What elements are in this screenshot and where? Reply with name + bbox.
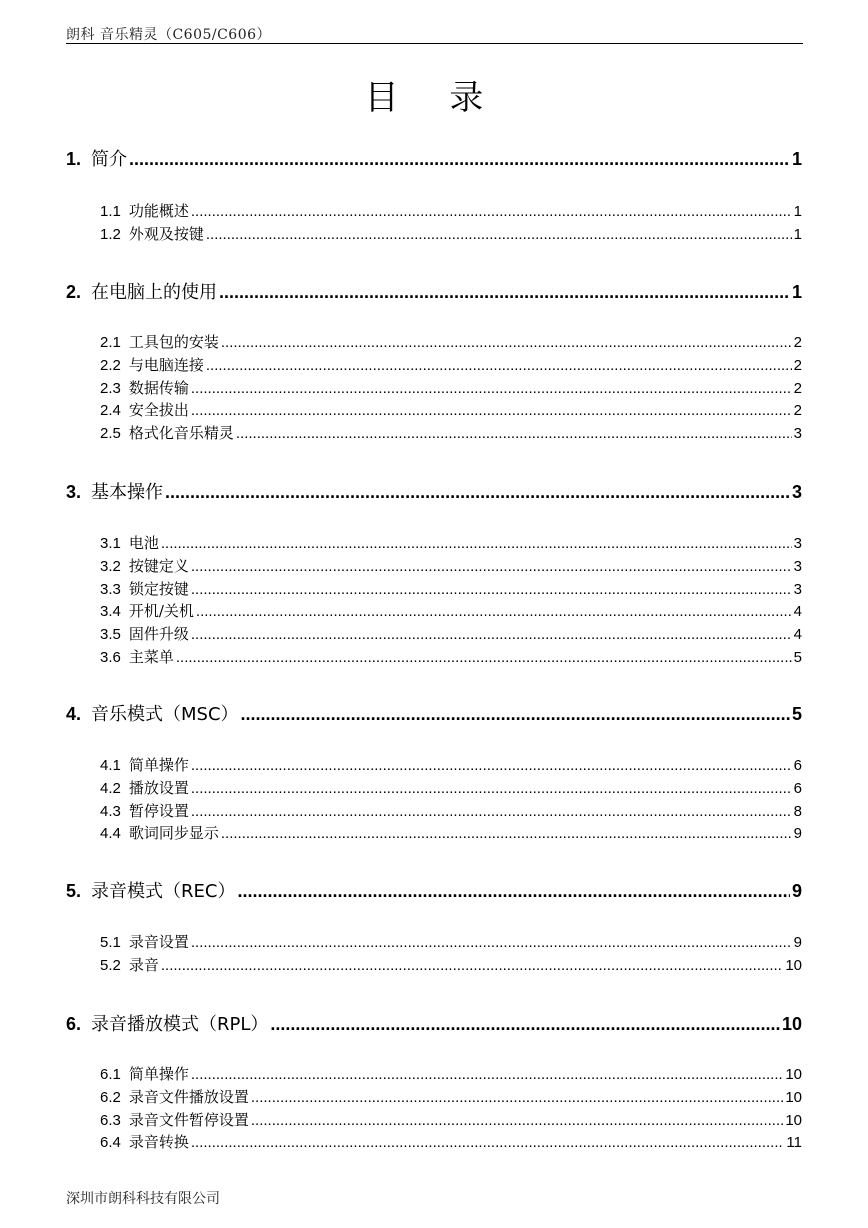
page-title: 目 录 [364,78,504,118]
toc-entry-number: 1.2 [100,225,121,243]
toc-entry-page-number: 10 [781,1014,802,1034]
toc-dot-leader [129,149,790,170]
toc-entry-page-number: 3 [793,580,802,598]
toc-entry-number: 2.1 [100,334,121,351]
header-rule [66,43,803,44]
toc-entry-number: 1. [66,149,82,169]
toc-section-entry[interactable] [66,278,802,302]
toc-subsection-entry[interactable] [66,954,802,974]
toc-dot-leader [191,780,792,797]
toc-subsection-entry[interactable] [66,1063,802,1083]
toc-subsection-entry[interactable] [66,399,802,419]
toc-subsection-entry[interactable] [66,578,802,598]
toc-dot-leader [236,425,792,442]
toc-entry-page-number: 10 [785,1066,802,1083]
toc-entry-title: 录音 [128,955,159,974]
toc-entry-title: 录音模式（REC） [91,881,236,902]
toc-dot-leader [191,803,792,820]
toc-subsection-entry[interactable] [66,800,802,820]
toc-entry-title: 基本操作 [91,482,164,503]
toc-entry-title: 歌词同步显示 [128,824,219,843]
toc-entry-title: 外观及按键 [128,224,204,243]
toc-entry-page-number: 3 [793,425,802,443]
toc-entry-number: 2.3 [100,379,121,397]
toc-section-entry[interactable] [66,877,802,901]
toc-entry-number: 2.5 [100,425,121,443]
toc-dot-leader [196,603,792,620]
toc-dot-leader [191,581,792,598]
toc-entry-title: 电池 [128,534,159,552]
toc-entry-title: 简单操作 [128,1065,189,1083]
toc-entry-title: 录音文件暂停设置 [128,1110,249,1129]
running-footer: 深圳市朗科科技有限公司 [66,1191,220,1207]
toc-subsection-entry[interactable] [66,777,802,797]
toc-entry-page-number: 10 [785,1111,802,1129]
toc-entry-title: 按键定义 [128,556,189,575]
toc-entry-title: 录音设置 [128,933,189,951]
toc-entry-page-number: 6 [793,757,802,774]
toc-entry-page-number: 11 [786,1134,802,1152]
toc-entry-title: 安全拔出 [128,401,189,420]
toc-entry-number: 3. [66,482,82,502]
toc-entry-page-number: 10 [785,1088,802,1106]
toc-subsection-entry[interactable] [66,646,802,666]
toc-subsection-entry[interactable] [66,1109,802,1129]
toc-subsection-entry[interactable] [66,555,802,575]
toc-dot-leader [270,1014,780,1035]
toc-subsection-entry[interactable] [66,1131,802,1151]
toc-entry-number: 4.1 [100,757,121,774]
toc-entry-title: 功能概述 [128,202,189,220]
toc-entry-page-number: 4 [793,626,802,644]
toc-entry-title: 简介 [91,149,128,170]
toc-entry-number: 5.2 [100,956,121,974]
toc-section-entry[interactable] [66,145,802,169]
toc-section-entry[interactable] [66,1010,802,1034]
toc-subsection-entry[interactable] [66,354,802,374]
toc-entry-number: 2.4 [100,402,121,420]
toc-dot-leader [191,1066,783,1083]
toc-dot-leader [251,1112,783,1129]
toc-entry-number: 6.2 [100,1088,121,1106]
toc-section-entry[interactable] [66,700,802,724]
toc-entry-number: 1.1 [100,203,121,220]
toc-entry-page-number: 2 [793,356,802,374]
toc-entry-page-number: 2 [793,402,802,420]
toc-entry-number: 2.2 [100,356,121,374]
toc-entry-page-number: 9 [791,881,802,901]
toc-entry-page-number: 1 [791,149,802,169]
toc-dot-leader [191,203,792,220]
toc-entry-title: 播放设置 [128,778,189,797]
toc-entry-page-number: 3 [793,535,802,552]
toc-dot-leader [237,881,790,902]
toc-dot-leader [191,934,792,951]
toc-section-entry[interactable] [66,478,802,502]
toc-dot-leader [206,357,792,374]
toc-entry-title: 固件升级 [128,625,189,644]
toc-entry-title: 在电脑上的使用 [91,282,218,303]
toc-entry-number: 3.4 [100,603,121,621]
toc-dot-leader [221,825,792,842]
toc-dot-leader [251,1089,783,1106]
toc-entry-number: 3.3 [100,580,121,598]
toc-entry-page-number: 3 [793,557,802,575]
toc-entry-page-number: 1 [791,282,802,302]
toc-subsection-entry[interactable] [66,822,802,842]
toc-subsection-entry[interactable] [66,623,802,643]
toc-entry-page-number: 6 [793,779,802,797]
toc-entry-number: 6.3 [100,1111,121,1129]
toc-subsection-entry[interactable] [66,331,802,351]
toc-entry-title: 简单操作 [128,756,189,774]
toc-dot-leader [191,402,792,419]
toc-entry-page-number: 1 [793,225,802,243]
toc-entry-title: 与电脑连接 [128,355,204,374]
toc-entry-page-number: 9 [793,825,802,843]
toc-entry-number: 6.4 [100,1134,121,1152]
toc-dot-leader [161,957,783,974]
toc-dot-leader [191,757,792,774]
toc-dot-leader [241,704,790,725]
toc-entry-number: 5. [66,881,82,901]
toc-entry-title: 格式化音乐精灵 [128,424,234,443]
toc-entry-page-number: 10 [785,956,802,974]
toc-entry-number: 4.4 [100,825,121,843]
toc-entry-number: 4. [66,704,82,724]
toc-entry-title: 工具包的安装 [128,333,219,351]
toc-dot-leader [219,282,790,303]
toc-entry-page-number: 2 [793,334,802,351]
toc-subsection-entry[interactable] [66,600,802,620]
toc-entry-title: 录音转换 [128,1133,189,1152]
toc-entry-number: 4.2 [100,779,121,797]
toc-entry-title: 录音播放模式（RPL） [91,1014,269,1035]
toc-entry-title: 主菜单 [128,648,174,666]
toc-dot-leader [165,482,790,503]
toc-subsection-entry[interactable] [66,422,802,442]
toc-entry-number: 4.3 [100,802,121,820]
running-header: 朗科 音乐精灵（C605/C606） [66,27,272,43]
toc-entry-title: 音乐模式（MSC） [91,704,239,725]
toc-subsection-entry[interactable] [66,200,802,220]
toc-entry-number: 3.1 [100,535,121,552]
toc-entry-number: 2. [66,282,82,302]
toc-entry-page-number: 4 [793,603,802,621]
toc-subsection-entry[interactable] [66,532,802,552]
toc-dot-leader [191,558,792,575]
toc-subsection-entry[interactable] [66,377,802,397]
toc-entry-page-number: 2 [793,379,802,397]
toc-subsection-entry[interactable] [66,931,802,951]
toc-dot-leader [161,535,792,552]
toc-entry-number: 3.5 [100,626,121,644]
toc-dot-leader [206,226,792,243]
toc-entry-page-number: 8 [793,802,802,820]
toc-entry-title: 锁定按键 [128,579,189,598]
toc-entry-number: 5.1 [100,934,121,951]
toc-entry-title: 数据传输 [128,378,189,397]
toc-entry-page-number: 5 [793,649,802,666]
toc-entry-number: 6. [66,1014,82,1034]
toc-entry-page-number: 9 [793,934,802,951]
toc-subsection-entry[interactable] [66,1086,802,1106]
toc-entry-page-number: 3 [791,482,802,502]
toc-entry-page-number: 1 [793,203,802,220]
toc-dot-leader [176,649,792,666]
toc-dot-leader [191,1134,785,1151]
toc-entry-title: 暂停设置 [128,801,189,820]
toc-subsection-entry[interactable] [66,223,802,243]
toc-entry-number: 6.1 [100,1066,121,1083]
toc-subsection-entry[interactable] [66,754,802,774]
toc-entry-title: 录音文件播放设置 [128,1087,249,1106]
toc-dot-leader [191,626,792,643]
toc-entry-number: 3.6 [100,649,121,666]
toc-entry-title: 开机/关机 [128,602,194,621]
toc-dot-leader [221,334,792,351]
toc-dot-leader [191,380,792,397]
toc-entry-number: 3.2 [100,557,121,575]
toc-entry-page-number: 5 [791,704,802,724]
